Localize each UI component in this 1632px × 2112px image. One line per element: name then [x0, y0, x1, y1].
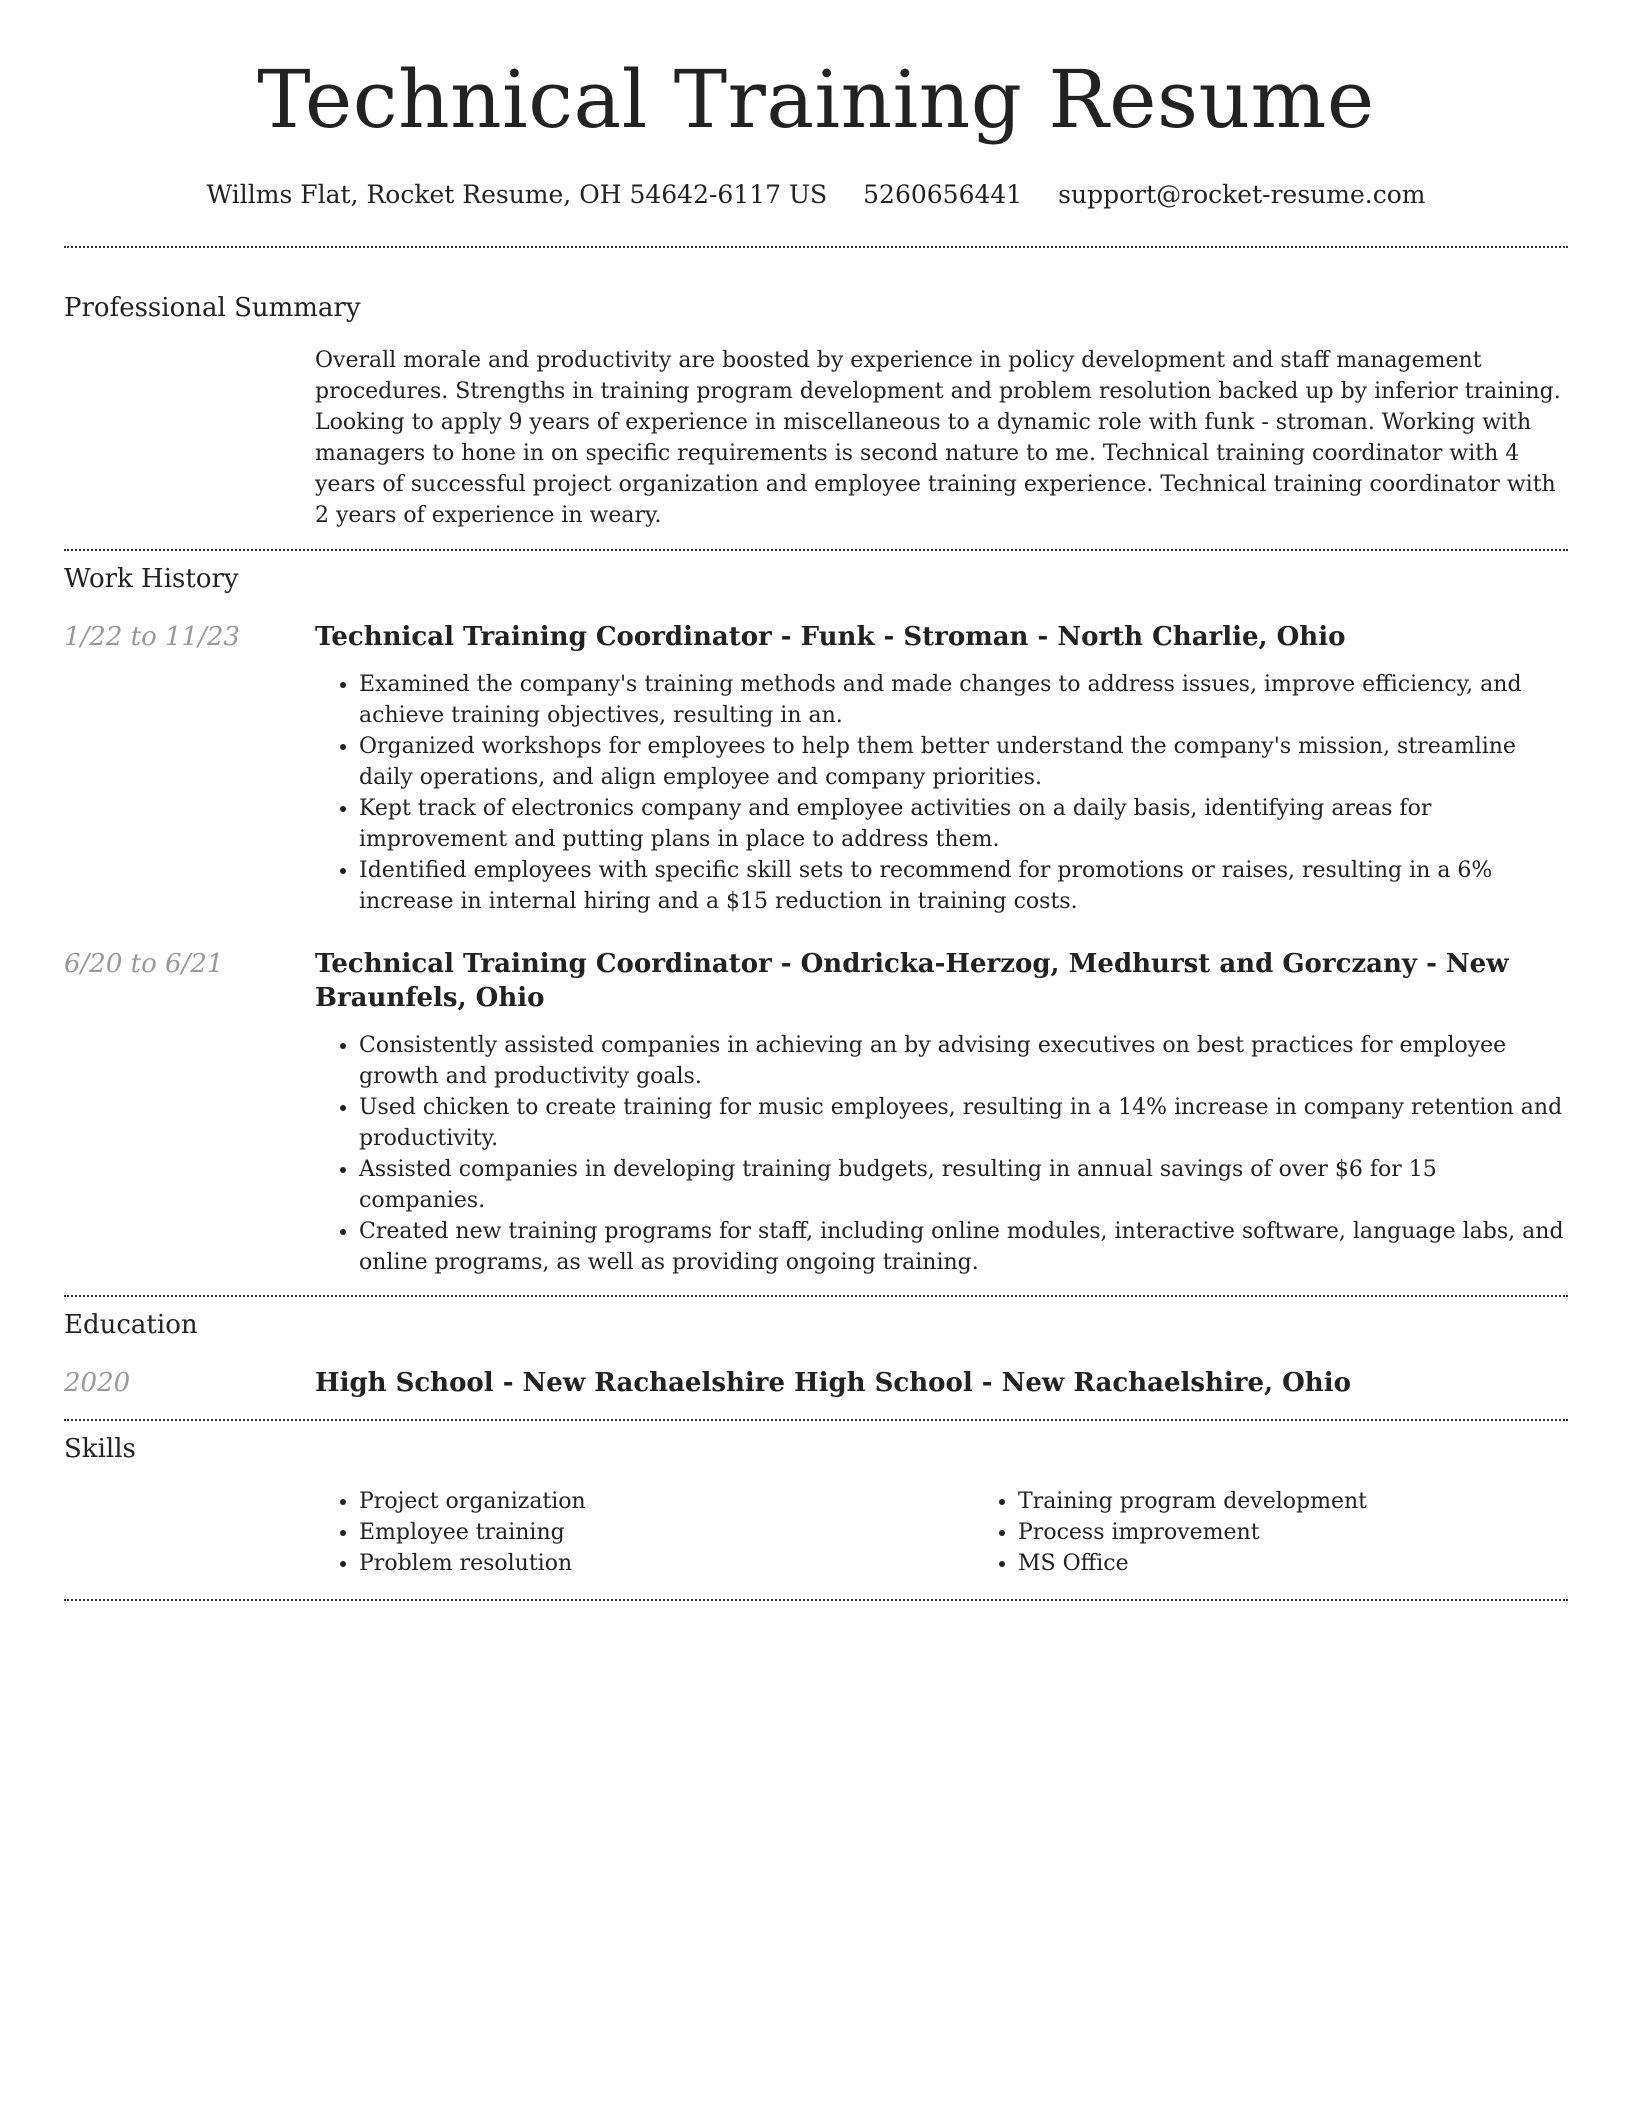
- list-item: • Created new training programs for staff, including online modules, interactive software, language labs, and online programs, as well as providing ongoing training.: [359, 1216, 1568, 1278]
- list-item: • Kept track of electronics company and employee activities on a daily basis, identifying areas for improvement and putting plans in place to address them.: [359, 793, 1568, 855]
- list-item: • Examined the company's training methods and made changes to address issues, improve efficiency, and achieve training objectives, resulting in an.: [359, 669, 1568, 731]
- divider: [64, 1599, 1568, 1601]
- resume-page: [64, 0, 1568, 1601]
- section-heading-skills: Skills: [64, 1434, 136, 1464]
- job-dates: 6/20 to 6/21: [64, 949, 224, 979]
- divider: [64, 1295, 1568, 1297]
- education-title: High School - New Rachaelshire High School - New Rachaelshire, Ohio: [315, 1368, 1351, 1398]
- list-item: • Identified employees with specific skill sets to recommend for promotions or raises, resulting in a 6% increase in internal hiring and a $15 reduction in training costs.: [359, 855, 1568, 917]
- job-title: Technical Training Coordinator - Funk - Stroman - North Charlie, Ohio: [315, 622, 1346, 652]
- contact-address: Willms Flat, Rocket Resume, OH 54642-6117 US: [206, 180, 828, 209]
- education-entry: [64, 1366, 1568, 1400]
- job-entry: [64, 947, 1568, 1278]
- job-bullets: [315, 1030, 1568, 1278]
- section-heading-summary: Professional Summary: [64, 293, 361, 323]
- summary-row: [64, 345, 1568, 531]
- job-dates: 1/22 to 11/23: [64, 622, 240, 652]
- skills-list-right: [974, 1486, 1632, 1579]
- list-item: • Assisted companies in developing training budgets, resulting in annual savings of over $6 for 15 companies.: [359, 1154, 1568, 1216]
- skills-grid: [315, 1486, 1632, 1579]
- list-item: • Organized workshops for employees to help them better understand the company's mission, streamline daily operations, and align employee and company priorities.: [359, 731, 1568, 793]
- job-title: Technical Training Coordinator - Ondricka-Herzog, Medhurst and Gorczany - New Braunfels, Ohio: [315, 949, 1509, 1013]
- list-item: • Consistently assisted companies in achieving an by advising executives on best practices for employee growth and productivity goals.: [359, 1030, 1568, 1092]
- summary-text: Overall morale and productivity are boosted by experience in policy development and staff management procedures. Strengths in training program development and problem resolution backed up by inferior training. Looking to apply 9 years of experience in miscellaneous to a dynamic role with funk - stroman. Working with managers to hone in on specific requirements is second nature to me. Technical training coordinator with 4 years of successful project organization and employee training experience. Technical training coordinator with 2 years of experience in weary.: [315, 348, 1561, 528]
- list-item: • Used chicken to create training for music employees, resulting in a 14% increase in company retention and productivity.: [359, 1092, 1568, 1154]
- job-details: [315, 620, 1568, 917]
- summary-spacer: [64, 345, 315, 531]
- job-bullets: [315, 669, 1568, 917]
- job-entry: [64, 620, 1568, 917]
- divider: [64, 549, 1568, 551]
- skills-row: [64, 1486, 1568, 1579]
- education-year: 2020: [64, 1368, 131, 1398]
- education-details: [315, 1366, 1568, 1400]
- contact-phone: 5260656441: [863, 180, 1023, 209]
- job-details: [315, 947, 1568, 1278]
- skills-spacer: [64, 1486, 315, 1579]
- skill-item: • Training program development: [1018, 1486, 1632, 1517]
- contact-email: support@rocket-resume.com: [1058, 180, 1426, 209]
- contact-line: [64, 178, 1568, 212]
- section-heading-education: Education: [64, 1310, 198, 1340]
- divider: [64, 246, 1568, 248]
- divider: [64, 1419, 1568, 1421]
- resume-title: Technical Training Resume: [257, 53, 1375, 146]
- skills-body: [315, 1486, 1632, 1579]
- skill-item: • Process improvement: [1018, 1517, 1632, 1548]
- skill-item: • Problem resolution: [359, 1548, 974, 1579]
- skill-item: • MS Office: [1018, 1548, 1632, 1579]
- skills-list-left: [315, 1486, 974, 1579]
- skill-item: • Project organization: [359, 1486, 974, 1517]
- summary-body: [315, 345, 1568, 531]
- section-heading-work: Work History: [64, 564, 239, 594]
- skill-item: • Employee training: [359, 1517, 974, 1548]
